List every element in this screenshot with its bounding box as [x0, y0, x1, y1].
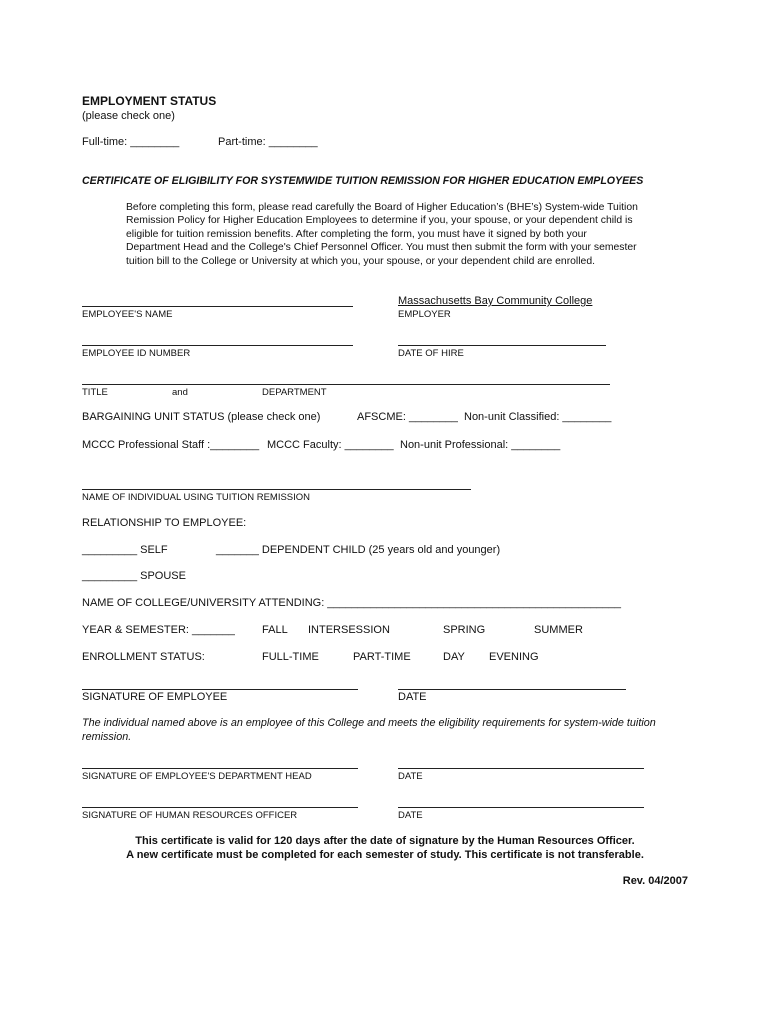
spouse-field[interactable]: _________ SPOUSE: [82, 570, 186, 582]
semester-summer[interactable]: SUMMER: [534, 624, 583, 636]
employee-id-line[interactable]: [82, 345, 353, 346]
enrollment-evening[interactable]: EVENING: [489, 651, 539, 663]
date-of-hire-label: DATE OF HIRE: [398, 348, 464, 359]
enrollment-fulltime[interactable]: FULL-TIME: [262, 651, 319, 663]
fulltime-field[interactable]: Full-time: ________: [82, 136, 180, 148]
employee-signature-line[interactable]: [82, 689, 358, 690]
intro-line: Remission Policy for Higher Education Employees to determine if you, your spouse, or your dependent child is: [126, 215, 633, 227]
employee-date-label: DATE: [398, 691, 427, 703]
bargaining-unit-label: BARGAINING UNIT STATUS (please check one): [82, 411, 321, 423]
employee-date-line[interactable]: [398, 689, 626, 690]
validity-notice: This certificate is valid for 120 days after the date of signature by the Human Resources Officer.: [135, 835, 635, 847]
eligibility-statement-cont: remission.: [82, 731, 132, 743]
nonunit-classified-field[interactable]: Non-unit Classified: ________: [464, 411, 612, 423]
semester-fall[interactable]: FALL: [262, 624, 288, 636]
non-transferable-notice: A new certificate must be completed for each semester of study. This certificate is not transferable.: [126, 849, 644, 861]
intro-paragraph: [126, 201, 686, 268]
employer-label: EMPLOYER: [398, 309, 451, 320]
enrollment-day[interactable]: DAY: [443, 651, 465, 663]
individual-name-line[interactable]: [82, 489, 471, 490]
intro-line: eligible for tuition remission benefits. After completing the form, you must have it signed by both your: [126, 228, 587, 240]
faculty-field[interactable]: MCCC Faculty: ________: [267, 439, 394, 451]
employee-id-label: EMPLOYEE ID NUMBER: [82, 348, 191, 359]
semester-intersession[interactable]: INTERSESSION: [308, 624, 390, 636]
dept-head-date-line[interactable]: [398, 768, 644, 769]
date-of-hire-line[interactable]: [398, 345, 606, 346]
dependent-child-field[interactable]: _______ DEPENDENT CHILD (25 years old and younger): [216, 544, 501, 556]
college-attending-field[interactable]: NAME OF COLLEGE/UNIVERSITY ATTENDING: ________________________________________________: [82, 597, 621, 609]
hr-officer-signature-line[interactable]: [82, 807, 358, 808]
parttime-field[interactable]: Part-time: ________: [218, 136, 318, 148]
department-label: DEPARTMENT: [262, 387, 327, 398]
employee-name-label: EMPLOYEE'S NAME: [82, 309, 173, 320]
enrollment-status-label: ENROLLMENT STATUS:: [82, 651, 205, 663]
employee-name-line[interactable]: [82, 306, 353, 307]
employer-value: Massachusetts Bay Community College: [398, 295, 593, 307]
year-semester-field[interactable]: YEAR & SEMESTER: _______: [82, 624, 235, 636]
dept-head-signature-label: SIGNATURE OF EMPLOYEE'S DEPARTMENT HEAD: [82, 771, 312, 782]
dept-head-date-label: DATE: [398, 771, 423, 782]
title-label: TITLE: [82, 387, 108, 398]
intro-line: tuition bill to the College or University at which you, your spouse, or your dependent child are enrolled.: [126, 255, 595, 267]
title-department-line[interactable]: [82, 384, 610, 385]
afscme-field[interactable]: AFSCME: ________: [357, 411, 458, 423]
employee-signature-label: SIGNATURE OF EMPLOYEE: [82, 691, 228, 703]
hr-officer-date-label: DATE: [398, 810, 423, 821]
employment-status-instruction: (please check one): [82, 110, 175, 122]
hr-officer-signature-label: SIGNATURE OF HUMAN RESOURCES OFFICER: [82, 810, 298, 821]
eligibility-statement: The individual named above is an employee of this College and meets the eligibility requirements for system-wide tuition: [82, 717, 656, 729]
intro-line: Department Head and the College's Chief Personnel Officer. You must then submit the form with your semester: [126, 242, 637, 254]
individual-name-label: NAME OF INDIVIDUAL USING TUITION REMISSION: [82, 492, 311, 503]
revision-date: Rev. 04/2007: [622, 875, 688, 887]
intro-line: Before completing this form, please read carefully the Board of Higher Education’s (BHE’s) System-wide Tuition: [126, 202, 638, 213]
enrollment-parttime[interactable]: PART-TIME: [353, 651, 411, 663]
hr-officer-date-line[interactable]: [398, 807, 644, 808]
self-field[interactable]: _________ SELF: [82, 544, 168, 556]
nonunit-professional-field[interactable]: Non-unit Professional: ________: [400, 439, 561, 451]
certificate-title: CERTIFICATE OF ELIGIBILITY FOR SYSTEMWIDE TUITION REMISSION FOR HIGHER EDUCATION EMPLOYEES: [82, 175, 644, 187]
professional-staff-field[interactable]: MCCC Professional Staff :________: [82, 439, 260, 451]
dept-head-signature-line[interactable]: [82, 768, 358, 769]
relationship-label: RELATIONSHIP TO EMPLOYEE:: [82, 517, 247, 529]
semester-spring[interactable]: SPRING: [443, 624, 486, 636]
employment-status-heading: EMPLOYMENT STATUS: [82, 94, 217, 108]
and-label: and: [172, 387, 188, 398]
